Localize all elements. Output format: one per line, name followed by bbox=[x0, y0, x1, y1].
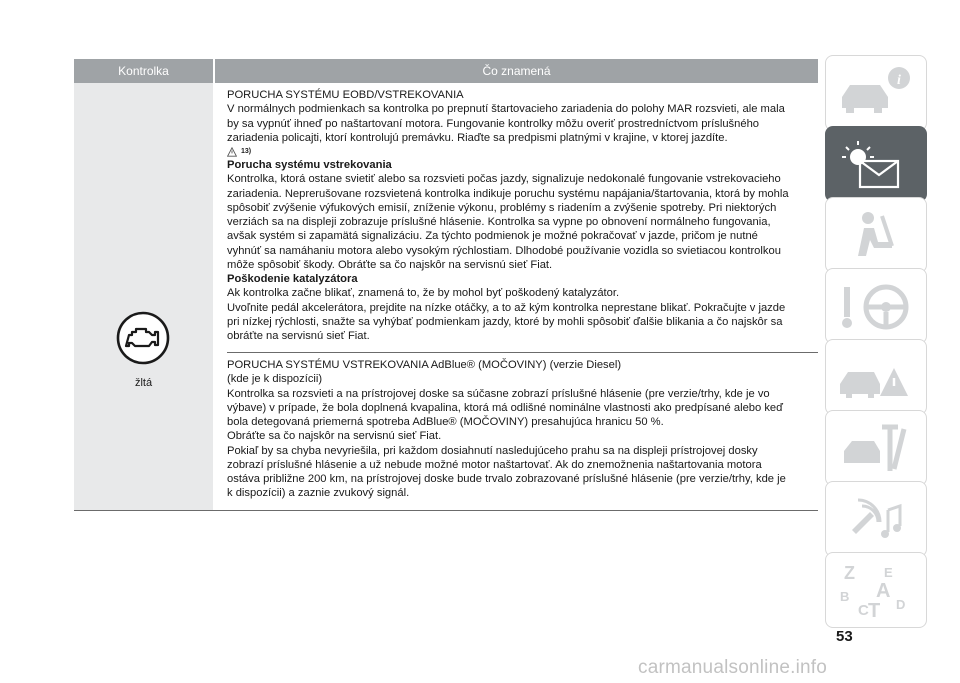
section1-line: by sa vypnúť ihneď po naštartovaní motora. Fungovanie kontrolky môžu overiť prostredníctvom príslušného bbox=[227, 117, 760, 130]
subsection-title: Porucha systému vstrekovania bbox=[227, 159, 392, 171]
section2-line: k dispozícii) a zaznie zvukový signál. bbox=[227, 487, 410, 500]
page-number: 53 bbox=[836, 628, 853, 645]
warning-note bbox=[227, 146, 817, 158]
tab-car-info[interactable] bbox=[825, 55, 927, 131]
section2-line: Pokiaľ by sa chyba nevyriešila, pri každom dosiahnutí nasledujúceho prahu sa na displeji prístrojovej dosky bbox=[227, 444, 758, 457]
engine-check-icon bbox=[116, 311, 170, 365]
maintenance-tools-icon bbox=[836, 419, 918, 479]
meaning-column-section2 bbox=[227, 358, 817, 501]
subsection-line: zariadenia. Neprerušovane rozsvietená kontrolka indikuje poruchu systému napájania/štartovania, ktorá by mohla bbox=[227, 187, 789, 200]
table-bottom-border bbox=[74, 510, 818, 511]
subsection-line: môže spôsobiť škody. Obráťte sa čo najskôr na servisnú sieť Fiat. bbox=[227, 258, 553, 271]
index-letter: D bbox=[896, 597, 906, 612]
section2-line: bola detegovaná priemerná spotreba AdBlue® (MOČOVINY) presahujúca hranicu 50 %. bbox=[227, 416, 664, 428]
subsection-line: avšak systém si zapamätá signalizáciu. Za týchto podmienok je možné pokračovať v jazde, pričom je nutné bbox=[227, 230, 758, 243]
header-kontrolka: Kontrolka bbox=[74, 59, 213, 83]
subsection-line: spôsobiť zvýšenie výfukových emisií, zníženie výkonu, problémy s riadením a zvýšenie spotreby. Pri niektorých bbox=[227, 201, 777, 214]
subsection-line: obráťte na servisnú sieť Fiat. bbox=[227, 330, 370, 342]
section2-line: (kde je k dispozícii) bbox=[227, 373, 323, 386]
key-steering-wheel-icon bbox=[836, 277, 918, 337]
header-co-znamena: Čo znamená bbox=[215, 59, 818, 83]
tab-maintenance[interactable] bbox=[825, 410, 927, 486]
subsection-line: Ak kontrolka začne blikať, znamená to, že by mohol byť poškodený katalyzátor. bbox=[227, 287, 620, 300]
subsection-line: vyhnúť sa namáhaniu motora alebo vysokým rýchlostiam. Dlhodobé používanie vozidla so svietiacou kontrolkou bbox=[227, 244, 781, 257]
index-letter: E bbox=[884, 565, 893, 580]
tab-safety[interactable] bbox=[825, 197, 927, 273]
section2-line: Obráťte sa čo najskôr na servisnú sieť Fiat. bbox=[227, 430, 442, 443]
subsection-line: pri nízkej rýchlosti, snažte sa vyhýbať podmienkam jazdy, ktoré by mohli spôsobiť ďalšie blikania a čo najskôr sa bbox=[227, 315, 783, 328]
warning-light-message-icon bbox=[836, 135, 918, 195]
section1-title: PORUCHA SYSTÉMU EOBD/VSTREKOVANIA bbox=[227, 89, 464, 101]
section2-line: ostáva približne 200 km, na prístrojovej doske bude trvalo zobrazované príslušné hlásenie (pre verzie/trhy, kde je bbox=[227, 473, 786, 485]
tab-multimedia[interactable] bbox=[825, 481, 927, 557]
index-letter: C bbox=[858, 602, 869, 619]
subsection-line: Kontrolka, ktorá ostane svietiť alebo sa rozsvieti počas jazdy, signalizuje nedokonalé fungovanie vstrekovacieho bbox=[227, 173, 781, 186]
multimedia-icon bbox=[836, 490, 918, 550]
tab-warning-lights[interactable] bbox=[825, 126, 927, 202]
alphabetical-index-icon bbox=[836, 561, 918, 621]
tab-emergency[interactable] bbox=[825, 339, 927, 415]
section2-line: výbave) v prípade, že bola doplnená kvapalina, ktorá má odlišné nominálne vlastnosti ako predpísané alebo keď bbox=[227, 401, 784, 414]
car-info-icon bbox=[836, 64, 918, 124]
lamp-color-label: žltá bbox=[134, 377, 153, 389]
seat-safety-icon bbox=[836, 206, 918, 266]
index-letter: T bbox=[868, 600, 881, 621]
tab-index[interactable] bbox=[825, 552, 927, 628]
subsection-title: Poškodenie katalyzátora bbox=[227, 273, 358, 285]
index-letter: Z bbox=[844, 563, 855, 583]
section2-line: zobrazí príslušné hlásenie a už nebude možné motor naštartovať. Ak do znemožnenia naštartovania motora bbox=[227, 458, 762, 471]
section1-line: zariadenia policajti, ktorí kontrolujú premávku. Riaďte sa predpismi platnými v krajine, v ktorej jazdíte. bbox=[227, 131, 728, 144]
subsection-line: verziách sa na displeji zobrazuje príslušné hlásenie. Kontrolka sa vypne po obnovení normálneho fungovania, bbox=[227, 216, 771, 228]
warning-lights-table bbox=[74, 59, 818, 511]
section-divider bbox=[227, 352, 818, 353]
section2-title: PORUCHA SYSTÉMU VSTREKOVANIA AdBlue® (MOČOVINY) (verzie Diesel) bbox=[227, 359, 622, 371]
tab-starting-driving[interactable] bbox=[825, 268, 927, 344]
index-letter: B bbox=[840, 589, 850, 604]
lamp-column bbox=[74, 83, 213, 511]
watermark: carmanualsonline.info bbox=[638, 657, 828, 678]
table-header bbox=[74, 59, 818, 83]
car-emergency-icon bbox=[836, 348, 918, 408]
meaning-column bbox=[227, 88, 817, 343]
subsection-line: Uvoľnite pedál akcelerátora, prejdite na nízke otáčky, a to až kým kontrolka neprestane blikať. Pokračujte v jazde bbox=[227, 301, 786, 314]
section2-line: Kontrolka sa rozsvieti a na prístrojovej doske sa súčasne zobrazí príslušné hlásenie (pre verzie/trhy, kde je vo bbox=[227, 387, 770, 400]
index-letter: A bbox=[876, 580, 891, 602]
svg-text:i: i bbox=[897, 73, 901, 88]
note-reference: 13) bbox=[241, 147, 252, 155]
warning-triangle-icon bbox=[227, 147, 237, 157]
section1-line: V normálnych podmienkach sa kontrolka po prepnutí štartovacieho zariadenia do polohy MAR rozsvieti, ale mala bbox=[227, 103, 785, 116]
